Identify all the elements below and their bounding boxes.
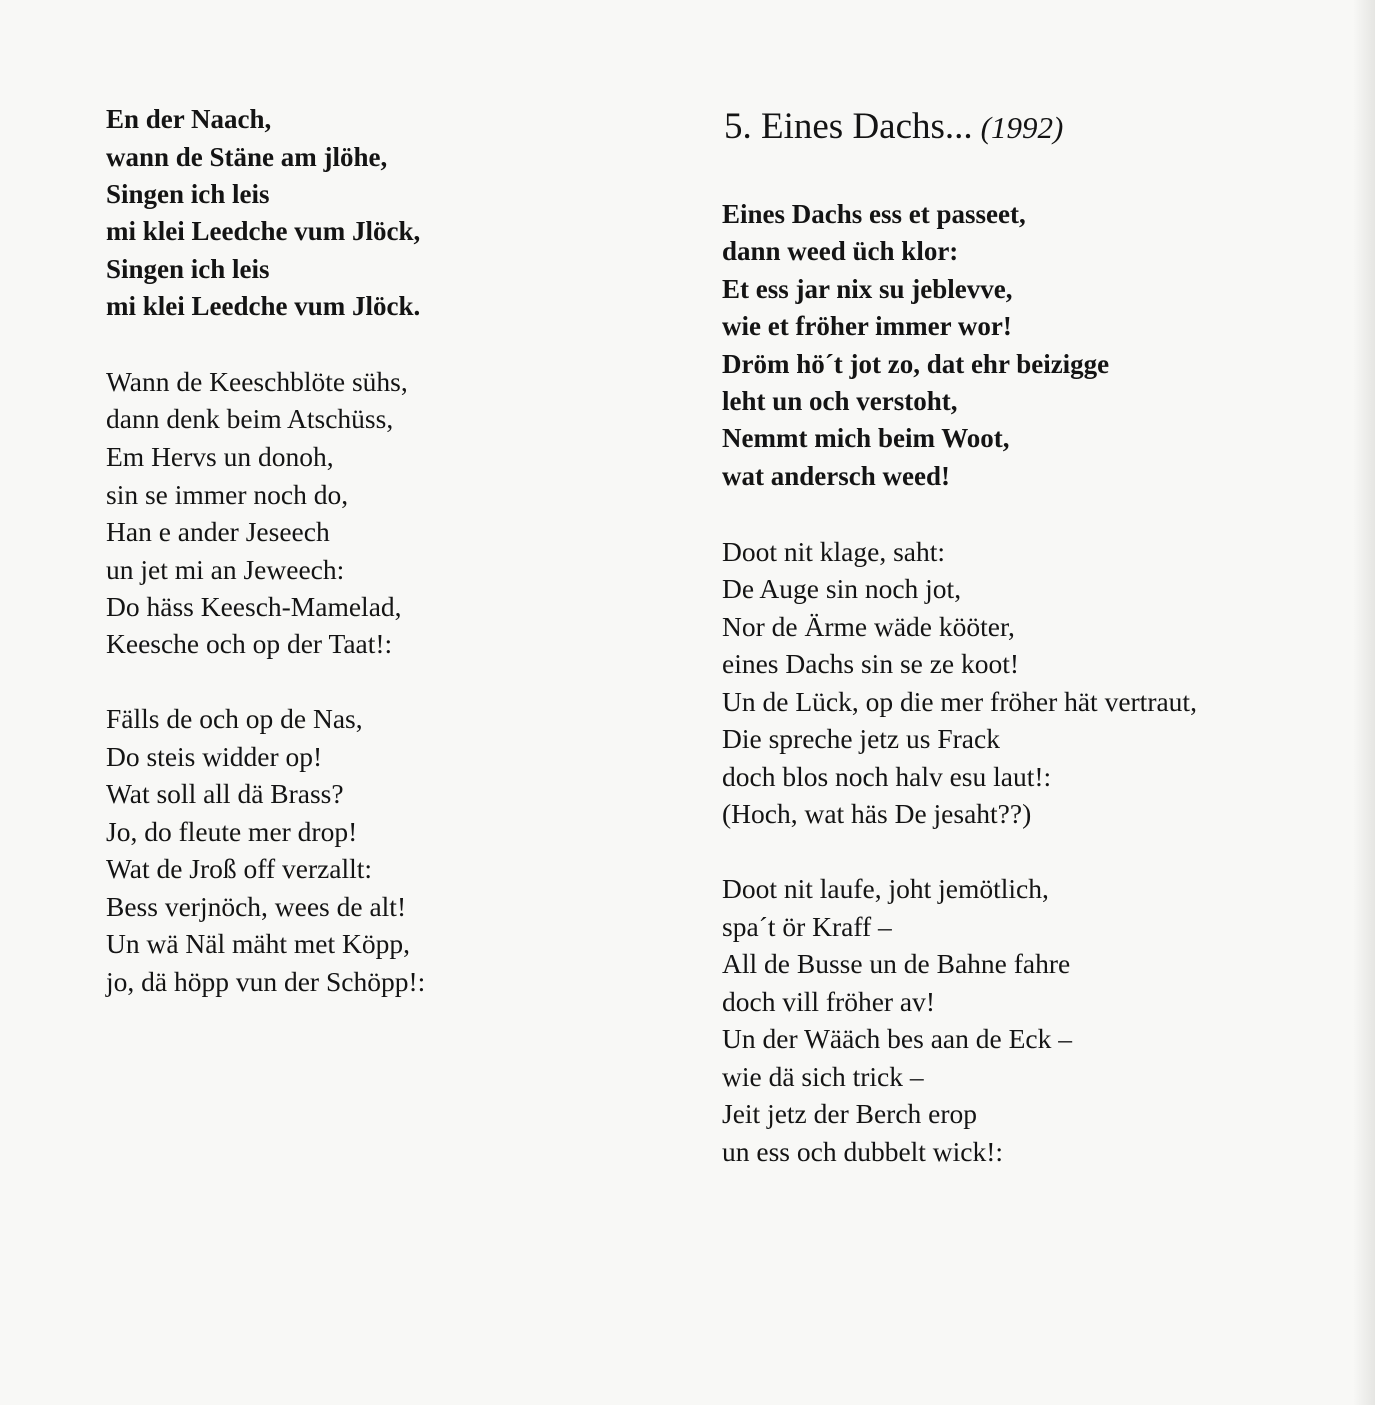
verse-line: Jo, do fleute mer drop! (106, 816, 358, 847)
verse-line: (Hoch, wat häs De jesaht??) (722, 798, 1032, 829)
verse-line: doch vill fröher av! (722, 986, 936, 1017)
verse-line: doch blos noch halv esu laut!: (722, 761, 1052, 792)
page-edge-shadow (1353, 0, 1375, 1405)
verse-line: wann de Stäne am jlöhe, (106, 142, 388, 172)
verse-line: Han e ander Jeseech (106, 516, 330, 547)
verse-line: En der Naach, (106, 104, 272, 134)
verse-line: un ess och dubbelt wick!: (722, 1136, 1004, 1167)
verse-line: Un wä Näl mäht met Köpp, (106, 928, 410, 959)
verse-line: Em Hervs un donoh, (106, 441, 334, 472)
song-heading (724, 108, 1063, 145)
song-title: 5. Eines Dachs... (724, 106, 973, 147)
verse-line: Wat de Jroß off verzallt: (106, 853, 373, 884)
verse-line: Et ess jar nix su jeblevve, (722, 274, 1013, 304)
verse-line: Doot nit laufe, joht jemötlich, (722, 873, 1049, 904)
verse-line: mi klei Leedche vum Jlöck, (106, 216, 421, 246)
verse-line: Keesche och op der Taat!: (106, 628, 393, 659)
verse-line: jo, dä höpp vun der Schöpp!: (106, 966, 426, 997)
verse-line: dann weed üch klor: (722, 236, 959, 266)
verse-line: Dröm hö´t jot zo, dat ehr beizigge (722, 349, 1110, 379)
verse-line: Un der Wääch bes aan de Eck – (722, 1023, 1072, 1054)
verse-line: wat andersch weed! (722, 461, 950, 491)
verse-line: wie dä sich trick – (722, 1061, 924, 1092)
verse-line: Doot nit klage, saht: (722, 536, 946, 567)
verse-line: Do steis widder op! (106, 741, 323, 772)
verse-line: Eines Dachs ess et passeet, (722, 199, 1026, 229)
verse-line: Singen ich leis (106, 179, 270, 209)
verse-line: Nemmt mich beim Woot, (722, 423, 1010, 453)
verse-line: Nor de Ärme wäde kööter, (722, 611, 1015, 642)
verse-line: un jet mi an Jeweech: (106, 554, 345, 585)
verse-line: eines Dachs sin se ze koot! (722, 648, 1020, 679)
verse-line: Fälls de och op de Nas, (106, 703, 363, 734)
verse-line: De Auge sin noch jot, (722, 573, 962, 604)
verse-line: Bess verjnöch, wees de alt! (106, 891, 407, 922)
song-year: (1992) (980, 110, 1064, 145)
verse-line: wie et fröher immer wor! (722, 311, 1012, 341)
verse-line: sin se immer noch do, (106, 479, 349, 510)
verse-line: spa´t ör Kraff – (722, 911, 892, 942)
verse-line: dann denk beim Atschüss, (106, 403, 394, 434)
verse-line: Die spreche jetz us Frack (722, 723, 1000, 754)
verse-line: All de Busse un de Bahne fahre (722, 948, 1071, 979)
verse-line: leht un och verstoht, (722, 386, 958, 416)
verse-line: Wat soll all dä Brass? (106, 778, 344, 809)
verse-line: Un de Lück, op die mer fröher hät vertraut, (722, 686, 1197, 717)
verse-line: Singen ich leis (106, 254, 270, 284)
verse-line: Wann de Keeschblöte sühs, (106, 366, 408, 397)
verse-line: Jeit jetz der Berch erop (722, 1098, 978, 1129)
verse-line: Do häss Keesch-Mamelad, (106, 591, 402, 622)
verse-line: mi klei Leedche vum Jlöck. (106, 291, 421, 321)
